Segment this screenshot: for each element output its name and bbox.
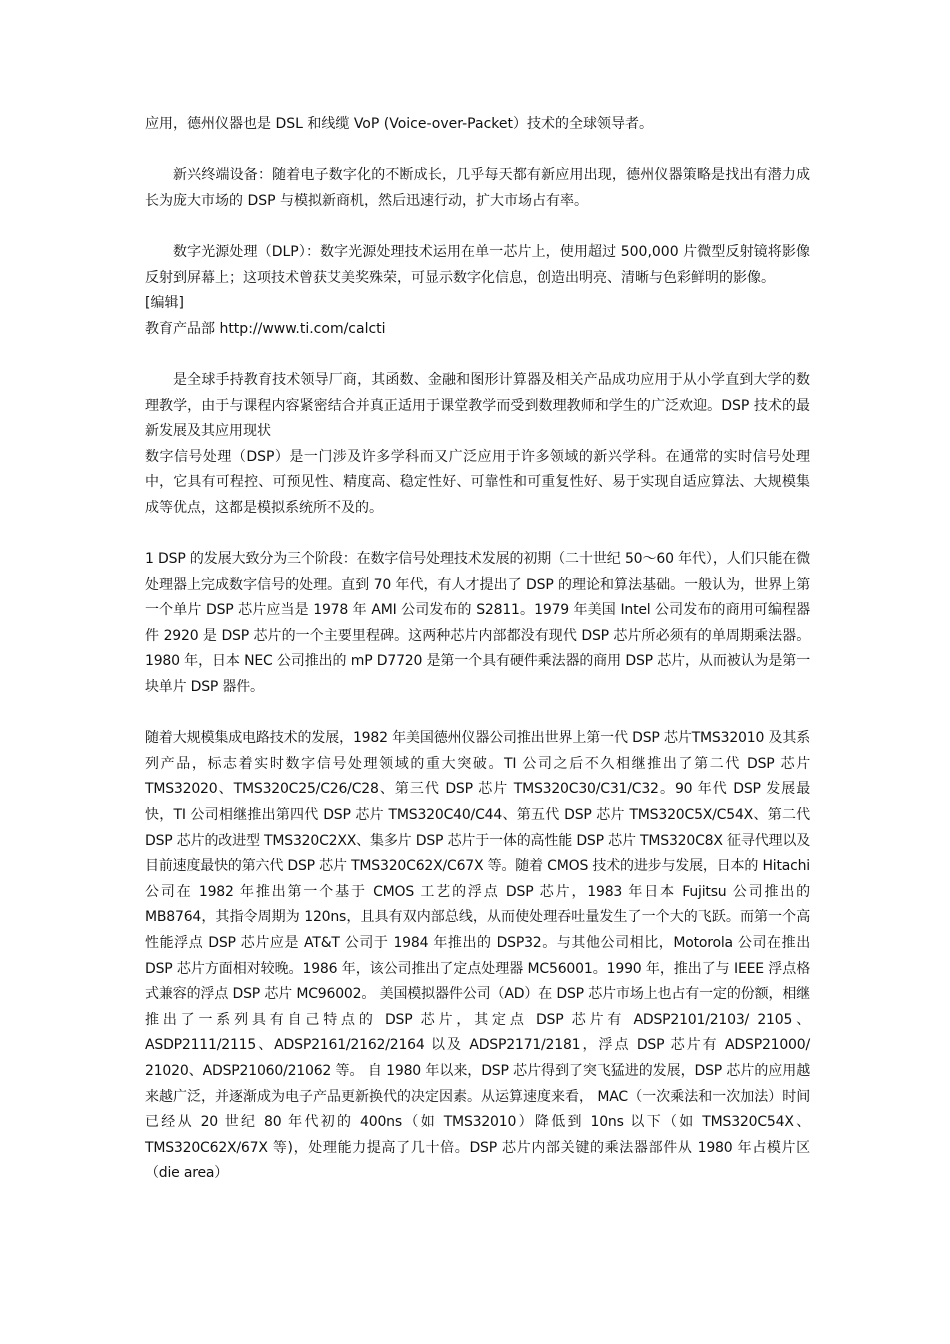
paragraph-gap [145,342,810,368]
section-heading: 教育产品部 http://www.ti.com/calcti [145,320,386,337]
paragraph-gap [145,138,810,164]
paragraph-gap [145,214,810,240]
paragraph-vop: 应用，德州仪器也是 DSL 和线缆 VoP (Voice-over-Packet）技术的全球领导者。 [145,116,653,132]
paragraph-education: 是全球手持教育技术领导厂商，其函数、金融和图形计算器及相关产品成功应用于从小学直到大学的数理教学，由于与课程内容紧密结合并真正适用于课堂教学而受到数理教师和学生的广泛欢迎。DSP 技术的最新发展及其应用现状 [145,371,810,440]
document-page [145,112,810,1187]
paragraph-dsp-history: 1 DSP 的发展大致分为三个阶段：在数字信号处理技术发展的初期（二十世纪 50～60 年代），人们只能在微处理器上完成数字信号的处理。直到 70 年代，有人才提出了 DSP 的理论和算法基础。一般认为，世界上第一个单片 DSP 芯片应当是 1978 年 AMI 公司发布的 S2811。1979 年美国 Intel 公司发布的商用可编程器件 2920 是 DSP 芯片的一个主要里程碑。这两种芯片内部都没有现代 DSP 芯片所必须有的单周期乘法器。1980 年，日本 NEC 公司推出的 mP D7720 是第一个具有硬件乘法器的商用 DSP 芯片，从而被认为是第一块单片 DSP 器件。 [145,551,810,696]
edit-link[interactable]: [编辑] [145,295,184,312]
paragraph-dsp-development: 随着大规模集成电路技术的发展，1982 年美国德州仪器公司推出世界上第一代 DSP 芯片TMS32010 及其系列产品，标志着实时数字信号处理领域的重大突破。TI 公司之后不久相继推出了第二代 DSP 芯片 TMS32020、TMS320C25/C26/C28、第三代 DSP 芯片 TMS320C30/C31/C32。90 年代 DSP 发展最快，TI 公司相继推出第四代 DSP 芯片 TMS320C40/C44、第五代 DSP 芯片 TMS320C5X/C54X、第二代 DSP 芯片的改进型 TMS320C2XX、集多片 DSP 芯片于一体的高性能 DSP 芯片 TMS320C8X 征寻代理以及目前速度最快的第六代 DSP 芯片 TMS320C62X/C67X 等。随着 CMOS 技术的进步与发展，日本的 Hitachi 公司在 1982 年推出第一个基于 CMOS 工艺的浮点 DSP 芯片，1983 年日本 Fujitsu 公司推出的 MB8764，其指令周期为 120ns，且具有双内部总线，从而使处理吞吐量发生了一个大的飞跃。而第一个高性能浮点 DSP 芯片应是 AT&T 公司于 1984 年推出的 DSP32。与其他公司相比，Motorola 公司在推出 DSP 芯片方面相对较晚。1986 年，该公司推出了定点处理器 MC56001。1990 年，推出了与 IEEE 浮点格式兼容的浮点 DSP 芯片 MC96002。 美国模拟器件公司（AD）在 DSP 芯片市场上也占有一定的份额，相继推出了一系列具有自己特点的 DSP 芯片，其定点 DSP 芯片有 ADSP2101/2103/ 2105、ASDP2111/2115、ADSP2161/2162/2164 以及 ADSP2171/2181，浮点 DSP 芯片有 ADSP21000/ 21020、ADSP21060/21062 等。 自 1980 年以来，DSP 芯片得到了突飞猛进的发展，DSP 芯片的应用越来越广泛，并逐渐成为电子产品更新换代的决定因素。从运算速度来看， MAC（一次乘法和一次加法）时间已经从 20 世纪 80 年代初的 400ns（如 TMS32010）降低到 10ns 以下（如 TMS320C54X、TMS320C62X/67X 等)，处理能力提高了几十倍。DSP 芯片内部关键的乘法器部件从 1980 年占模片区（die area） [145,730,811,1182]
paragraph-gap [145,522,810,548]
paragraph-dlp: 数字光源处理（DLP）：数字光源处理技术运用在单一芯片上，使用超过 500,000 片微型反射镜将影像反射到屏幕上；这项技术曾获艾美奖殊荣，可显示数字化信息，创造出明亮、清晰与色彩鲜明的影像。 [145,243,810,286]
paragraph-dsp-intro: 数字信号处理（DSP）是一门涉及许多学科而又广泛应用于许多领域的新兴学科。在通常的实时信号处理中，它具有可程控、可预见性、精度高、稳定性好、可靠性和可重复性好、易于实现自适应算法、大规模集成等优点，这都是模拟系统所不及的。 [145,448,810,516]
paragraph-new-devices: 新兴终端设备：随着电子数字化的不断成长，几乎每天都有新应用出现，德州仪器策略是找出有潜力成长为庞大市场的 DSP 与模拟新商机，然后迅速行动，扩大市场占有率。 [145,167,810,209]
paragraph-gap [145,701,810,727]
